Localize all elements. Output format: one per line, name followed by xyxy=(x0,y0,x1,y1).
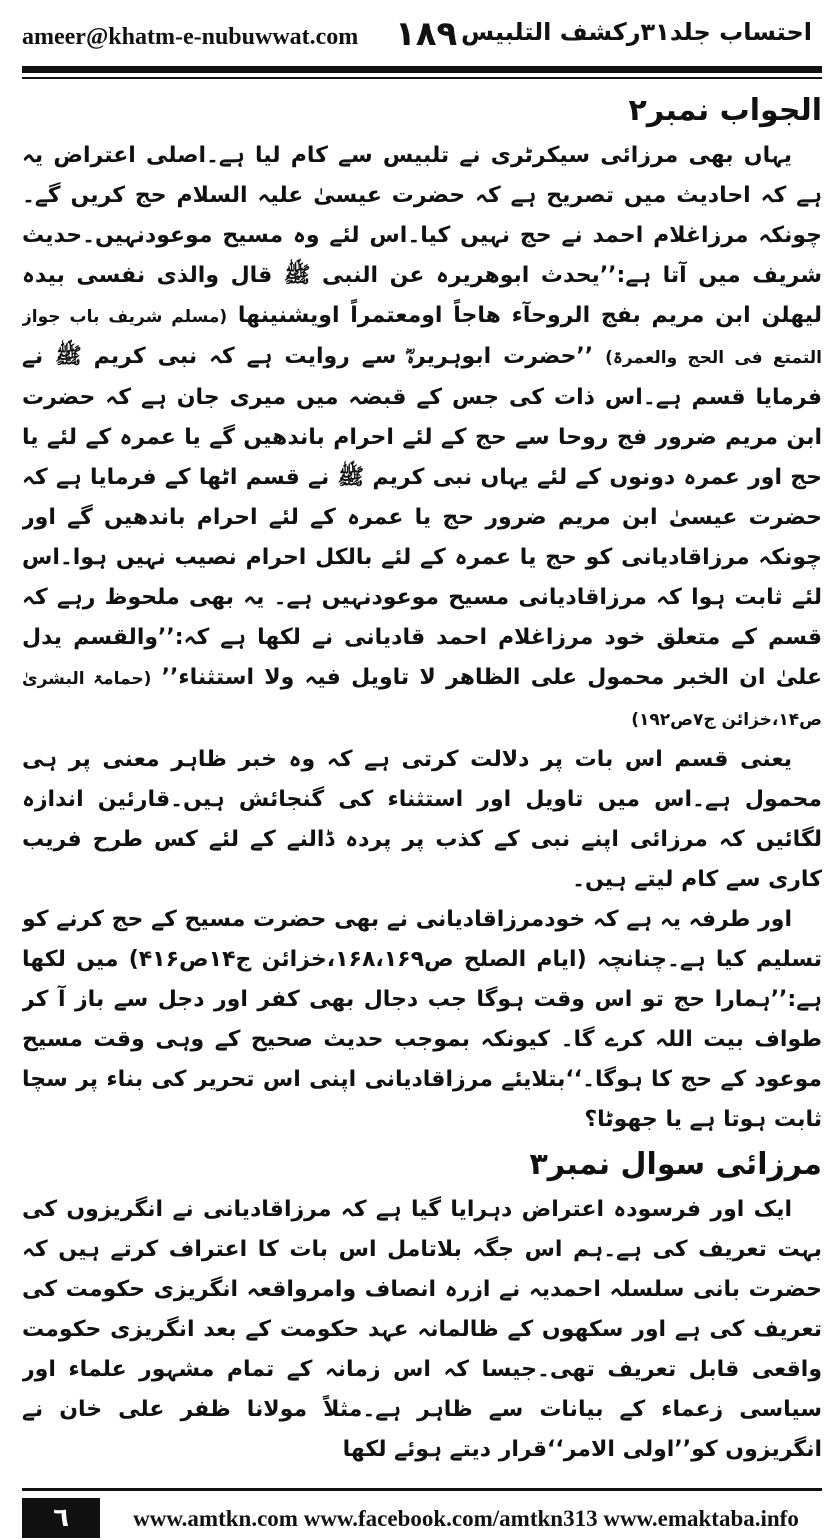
paragraph xyxy=(22,136,822,740)
section-heading-answer-2: الجواب نمبر۲ xyxy=(628,93,822,128)
paragraph: ایک اور فرسودہ اعتراض دہرایا گیا ہے کہ مرزاقادیانی نے انگریزوں کی بہت تعریف کی ہے۔ہم اس جگہ بلاتامل اس بات کا اعتراف کرتے ہیں کہ حضرت بانی سلسلہ احمدیہ نے ازرہ انصاف وامرواقعہ انگریزی حکومت کی تعریف کی ہے اور سکھوں کے ظالمانہ عہد حکومت کے بعد انگریزی حکومت واقعی قابل تعریف تھی۔جیسا کہ اس زمانہ کے تمام مشہور علماء اور سیاسی زعماء کے بیانات سے ظاہر ہے۔مثلاً مولانا ظفر علی خان نے انگریزوں کو’’اولی الامر‘‘قرار دیتے ہوئے لکھا xyxy=(22,1197,822,1462)
section-heading-question-3: مرزائی سوال نمبر۳ xyxy=(529,1147,822,1182)
header-email: ameer@khatm-e-nubuwwat.com xyxy=(22,24,359,50)
footer-page-box: ٦ xyxy=(22,1498,100,1538)
footer-rule xyxy=(22,1488,822,1491)
footer-links[interactable]: www.amtkn.com www.facebook.com/amtkn313 www.emaktaba.info xyxy=(133,1506,799,1531)
reference: (حمامۃ البشریٰ ص۱۴،خزائن ج۷ص۱۹۲) xyxy=(22,669,822,730)
paragraph: اور طرفہ یہ ہے کہ خودمرزاقادیانی نے بھی حضرت مسیح کے حج کرنے کو تسلیم کیا ہے۔چنانچہ (ایام الصلح ص۱۶۸،۱۶۹،خزائن ج۱۴ص۴۱۶) میں لکھا ہے:’’ہمارا حج تو اس وقت ہوگا جب دجال بھی کفر اور دجل سے باز آ کر طواف بیت اللہ کرے گا۔ کیونکہ بموجب حدیث صحیح کے وہی وقت مسیح موعود کے حج کا ہوگا۔‘‘بتلایئے مرزاقادیانی اپنی اس تحریر کی بناء پر سچا ثابت ہوتا ہے یا جھوٹا؟ xyxy=(22,907,822,1132)
arabic-hadith: یحدث ابوھریرہ عن النبی ﷺ قال والذی نفسی بیدہ لیھلن ابن مریم بفج الروحآء ھاجاً اومعتمراً اویشنینھا xyxy=(22,263,822,328)
header-rule-thin xyxy=(22,77,822,79)
page-header xyxy=(0,0,840,70)
header-rule-thick xyxy=(22,66,822,73)
page-footer xyxy=(0,1480,840,1540)
reference: (مسلم شریف باب جواز التمتع فی الحج والعمرۃ) xyxy=(22,307,822,368)
paragraph: یعنی قسم اس بات پر دلالت کرتی ہے کہ وہ خبر ظاہر معنی پر ہی محمول ہے۔اس میں تاویل اور استثناء کی گنجائش ہیں۔قارئین اندازہ لگائیں کہ مرزائی اپنے نبی کے کذب پر پردہ ڈالنے کے لئے کس طرح فریب کاری سے کام لیتے ہیں۔ xyxy=(22,747,822,892)
paragraph-text: یہاں بھی مرزائی سیکرٹری نے تلبیس سے کام لیا ہے۔اصلی اعتراض یہ ہے کہ احادیث میں تصریح ہے کہ حضرت عیسیٰ علیہ السلام حج کریں گے۔ چونکہ مرزاغلام احمد نے حج نہیں کیا۔اس لئے وہ مسیح موعودنہیں۔حدیث شریف میں آتا ہے:’’ xyxy=(22,143,822,288)
paragraph-text: ’’حضرت ابوہریرہؓ سے روایت ہے کہ نبی کریم ﷺ نے فرمایا قسم ہے۔اس ذات کی جس کے قبضہ میں میری جان ہے کہ حضرت ابن مریم ضرور فج روحا سے حج کے لئے احرام باندھیں گے یا عمرہ کے لئے یا حج اور عمرہ دونوں کے لئے یہاں نبی کریم ﷺ نے قسم اٹھا کے فرمایا ہے کہ حضرت عیسیٰ ابن مریم ضرور حج یا عمرہ کے لئے احرام باندھیں گے اور چونکہ مرزاقادیانی کو حج یا عمرہ کے لئے بالکل احرام نصیب نہیں ہوا۔اس لئے ثابت ہوا کہ مرزاقادیانی مسیح موعودنہیں ہے۔ یہ بھی ملحوظ رہے کہ قسم کے متعلق خود مرزاغلام احمد قادیانی نے لکھا ہے کہ:’’ xyxy=(22,344,822,650)
arabic-quote: والقسم یدل علیٰ ان الخبر محمول علی الظاھر لا تاویل فیہ ولا استثناء’’ xyxy=(22,625,822,690)
page-body xyxy=(22,86,822,1468)
book-title: احتساب جلد۳۱رکشف التلبیس xyxy=(461,18,812,46)
page-number: ۱۸۹ xyxy=(395,14,458,54)
